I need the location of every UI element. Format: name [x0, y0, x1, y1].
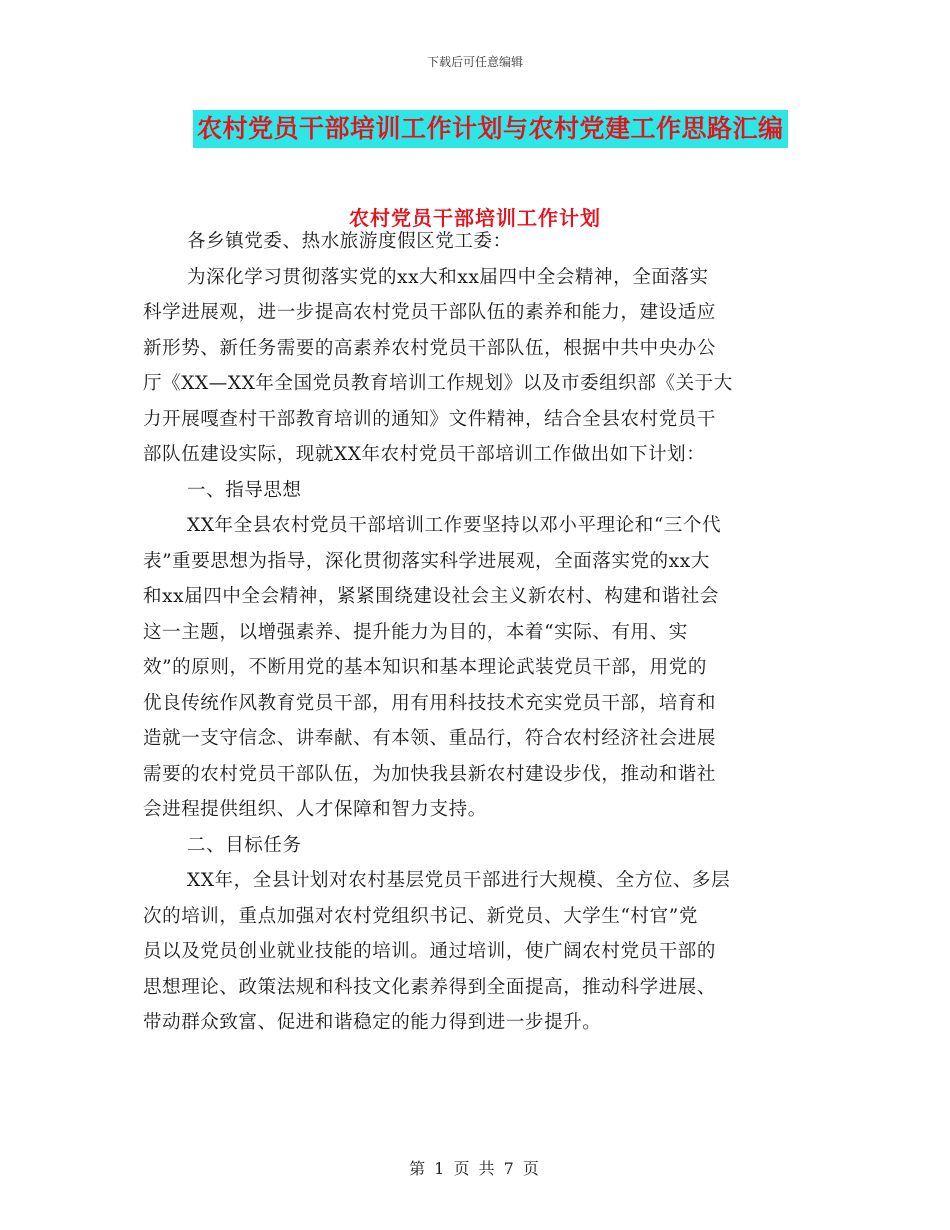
- body-line: 员以及党员创业就业技能的培训。通过培训，使广阔农村党员干部的: [143, 941, 717, 962]
- body-line: 造就一支守信念、讲奉献、有本领、重品行，符合农村经济社会进展: [143, 728, 717, 749]
- body-line: 力开展嘎查村干部教育培训的通知》文件精神，结合全县农村党员干: [143, 408, 717, 430]
- body-heading: 一、指导思想: [187, 479, 302, 501]
- body-line: 为深化学习贯彻落实党的xx大和xx届四中全会精神，全面落实: [187, 266, 709, 288]
- section-title: 农村党员干部培训工作计划: [349, 206, 601, 230]
- body-line: 表”重要思想为指导，深化贯彻落实科学进展观，全面落实党的xx大: [143, 550, 710, 572]
- body-line: 效”的原则，不断用党的基本知识和基本理论武装党员干部，用党的: [143, 657, 707, 678]
- body-line: 优良传统作风教育党员干部，用有用科技技术充实党员干部，培育和: [143, 692, 717, 714]
- body-heading: 二、目标任务: [187, 834, 302, 856]
- body-line: XX年全县农村党员干部培训工作要坚持以邓小平理论和“三个代: [187, 515, 722, 536]
- body-line: XX年，全县计划对农村基层党员干部进行大规模、全方位、多层: [187, 870, 731, 891]
- body-line: 各乡镇党委、热水旅游度假区党工委：: [187, 231, 512, 252]
- body-line: 次的培训，重点加强对农村党组织书记、新党员、大学生“村官”党: [143, 905, 698, 927]
- body-line: 需要的农村党员干部队伍，为加快我县新农村建设步伐，推动和谐社: [143, 763, 717, 785]
- body-text: [143, 224, 803, 1041]
- header-note: 下载后可任意编辑: [426, 55, 523, 69]
- body-line: 部队伍建设实际，现就XX年农村党员干部培训工作做出如下计划：: [143, 444, 706, 465]
- body-line: 厅《XX—XX年全国党员教育培训工作规划》以及市委组织部《关于大: [143, 373, 733, 394]
- body-line: 这一主题，以增强素养、提升能力为目的，本着“实际、有用、实: [143, 621, 688, 643]
- body-line: 科学进展观，进一步提高农村党员干部队伍的素养和能力，建设适应: [143, 302, 717, 323]
- page-footer: 第 1 页 共 7 页: [409, 1159, 541, 1178]
- body-line: 思想理论、政策法规和科技文化素养得到全面提高，推动科学进展、: [143, 976, 717, 998]
- body-line: 带动群众致富、促进和谐稳定的能力得到进一步提升。: [143, 1012, 602, 1033]
- body-line: 和xx届四中全会精神，紧紧围绕建设社会主义新农村、构建和谐社会: [143, 586, 719, 607]
- body-line: 会进程提供组织、人才保障和智力支持。: [143, 799, 487, 820]
- document-title: 农村党员干部培训工作计划与农村党建工作思路汇编: [193, 110, 788, 148]
- body-line: 新形势、新任务需要的高素养农村党员干部队伍，根据中共中央办公: [143, 337, 717, 359]
